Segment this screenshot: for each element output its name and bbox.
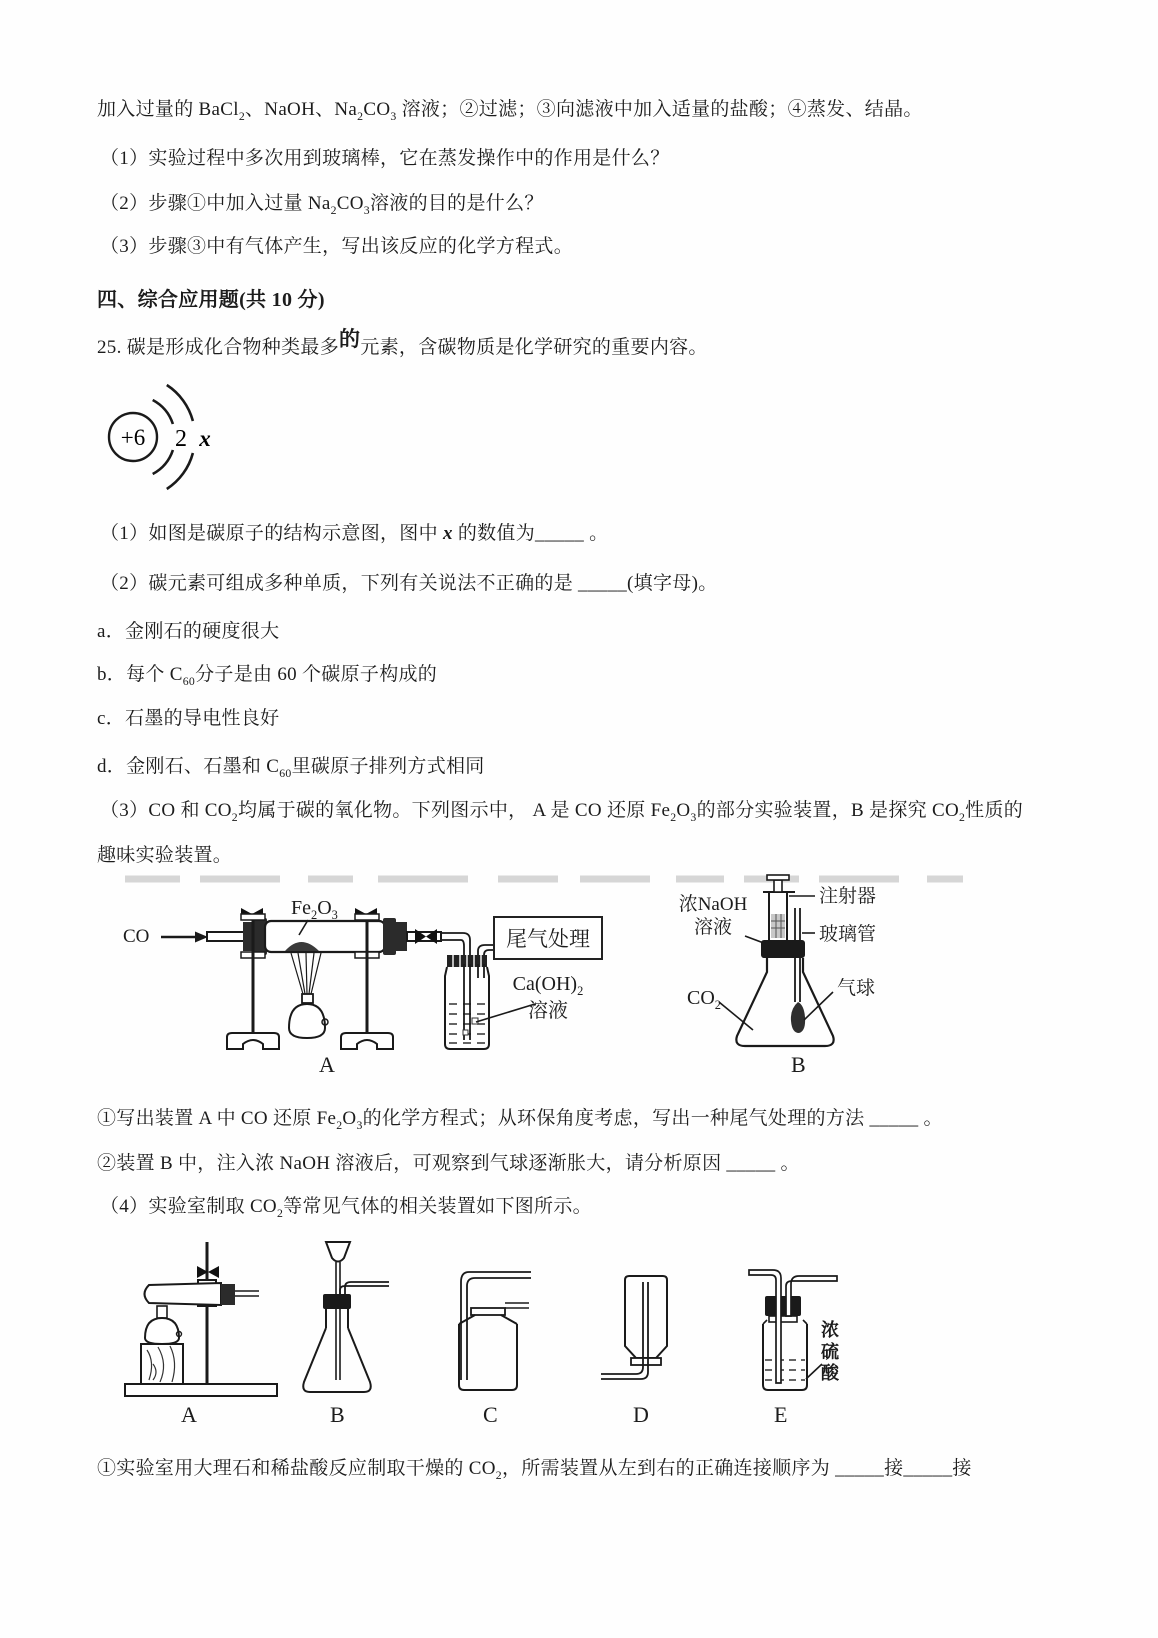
caoh2-wash-bottle (445, 955, 489, 1049)
outer-shell-x-label: x (199, 426, 211, 451)
gen-B-letter: B (330, 1402, 345, 1427)
flask-stopper (761, 940, 805, 958)
naoh-line1: 浓NaOH (678, 894, 748, 915)
caoh2-solution-label (503, 972, 593, 1023)
apparatus-A-letter: A (319, 1052, 335, 1077)
gen-apparatus-C (459, 1272, 531, 1390)
q25-part3-sub1: ①写出装置 A 中 CO 还原 $Fe_2O_3$的化学方程式；从环保角度考虑，写出一种尾气处理的方法 _____ 。 (97, 1108, 943, 1132)
syringe-liquid (771, 914, 785, 938)
right-bung-inner (396, 922, 407, 951)
q25-stem-line: 25. 碳是形成化合物种类最多的元素，含碳物质是化学研究的重要内容。 (97, 327, 708, 358)
q25-option-a: a．金刚石的硬度很大 (97, 621, 280, 642)
inner-shell-count-label: 2 (175, 426, 187, 452)
q25-option-c: c．石墨的导电性良好 (97, 708, 280, 729)
balloon-shape (791, 1002, 805, 1033)
conc-sulfuric-acid-label: 浓硫酸 (821, 1320, 839, 1384)
lamp-wick-holder (302, 994, 313, 1003)
q25-part3-sub2: ②装置 B 中，注入浓 NaOH 溶液后，可观察到气球逐渐胀大，请分析原因 _____ 。 (97, 1153, 800, 1174)
co-gas-label: CO (123, 926, 150, 947)
atom-structure-art (105, 370, 235, 510)
naoh-line2: 溶液 (693, 916, 732, 938)
nucleus-charge-label: +6 (120, 425, 146, 450)
gen-C-letter: C (483, 1402, 498, 1427)
outer-shell-arc-top (167, 385, 193, 421)
caoh2-solution-word: 溶液 (528, 999, 568, 1022)
q25-option-d: d．金刚石、石墨和 $C_{60}$里碳原子排列方式相同 (97, 756, 485, 780)
q25-part3-line2: 趣味实验装置。 (97, 845, 233, 866)
caoh2-formula: $Ca(OH)_2$ (512, 973, 584, 998)
co2-pointer-line (719, 1002, 753, 1030)
gen-E-letter: E (774, 1402, 788, 1427)
gen-apparatus-A (125, 1242, 277, 1396)
tail-gas-box: 尾气处理 (493, 916, 603, 960)
gen-A-letter: A (181, 1402, 197, 1427)
outer-shell-arc-bottom (167, 453, 193, 489)
q24-part1-line: （1）实验过程中多次用到玻璃棒，它在蒸发操作中的作用是什么？ (100, 148, 670, 169)
q24-part3-line: （3）步骤③中有气体产生，写出该反应的化学方程式。 (100, 236, 574, 257)
balloon-pointer-line (804, 992, 833, 1020)
figure-apparatus-AB (95, 852, 1065, 1092)
q25-part3-line1: （3）CO 和 $CO_2$均属于碳的氧化物。下列图示中， A 是 CO 还原 $Fe_2O_3$的部分实验装置，B 是探究 $CO_2$性质的 (100, 800, 1024, 824)
figure-apparatus-CDE (95, 1232, 1065, 1438)
co2-label: $CO_2$ (687, 987, 721, 1012)
gen-apparatus-B (303, 1242, 389, 1392)
fe2o3-label: $Fe_2O_3$ (291, 897, 338, 922)
inner-shell-arc-top (153, 400, 173, 424)
alcohol-lamp-body (289, 1004, 325, 1038)
q25-option-b: b．每个 $C_{60}$分子是由 60 个碳原子构成的 (97, 664, 438, 688)
section-heading: 四、综合应用题(共 10 分) (97, 289, 325, 311)
syringe-label: 注射器 (819, 886, 877, 907)
inner-shell-arc-bottom (153, 450, 173, 474)
syringe-handle (767, 875, 789, 880)
q24-part2-line: （2）步骤①中加入过量 $Na_2CO_3$溶液的目的是什么？ (100, 193, 544, 217)
inlet-tube (207, 932, 245, 941)
right-bung-outer (383, 918, 396, 955)
apparatus-CDE-art (95, 1232, 1065, 1438)
q25-part1-line: （1）如图是碳原子的结构示意图，图中 x 的数值为_____ 。 (100, 523, 609, 544)
q24-intro-line: 加入过量的 BaCl$_2$、NaOH、$Na_2CO_3$ 溶液；②过滤；③向滤液中加入适量的盐酸；④蒸发、结晶。 (97, 99, 923, 123)
glass-tube-label: 玻璃管 (819, 924, 877, 945)
naoh-solution-label (673, 894, 753, 940)
flame-fan (291, 953, 321, 994)
q25-part4-line: （4）实验室制取 $CO_2$等常见气体的相关装置如下图所示。 (100, 1196, 592, 1220)
gen-D-letter: D (633, 1402, 649, 1427)
apparatus-B-letter: B (791, 1052, 806, 1077)
q25-part2-line: （2）碳元素可组成多种单质，下列有关说法不正确的是 _____(填字母)。 (100, 573, 718, 594)
erlenmeyer-flask-outline (736, 958, 833, 1046)
balloon-label: 气球 (837, 978, 876, 999)
q25-part4-sub1: ①实验室用大理石和稀盐酸反应制取干燥的 $CO_2$，所需装置从左到右的正确连接顺序为 _____接_____接 (97, 1458, 972, 1482)
carbon-atom-diagram (105, 370, 235, 510)
gen-apparatus-D (601, 1276, 667, 1379)
syringe-plunger (774, 880, 782, 892)
